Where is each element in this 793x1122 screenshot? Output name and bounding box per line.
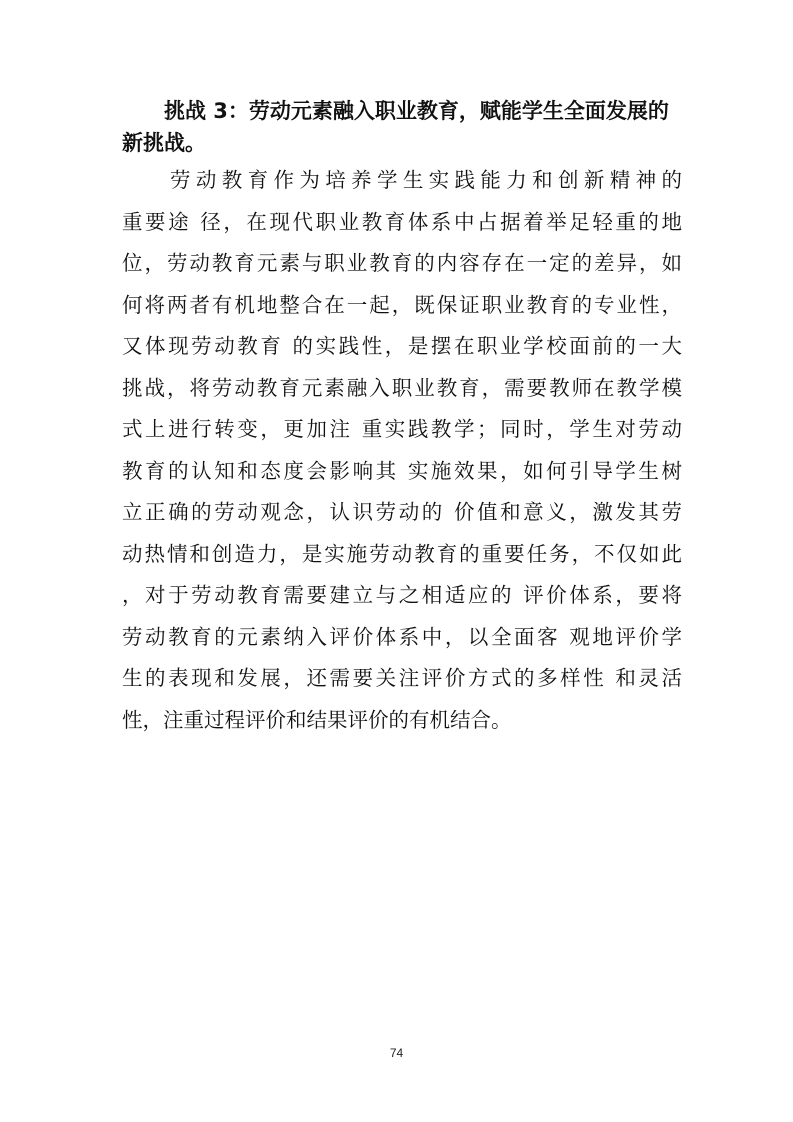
paragraph-line: 教育的认知和态度会影响其 实施效果，如何引导学生树 xyxy=(122,458,682,483)
page-number: 74 xyxy=(389,1046,404,1060)
paragraph-line: 何将两者有机地整合在一起，既保证职业教育的专业性， xyxy=(122,292,682,317)
paragraph-line: 式上进行转变，更加注 重实践教学；同时，学生对劳动 xyxy=(122,417,682,441)
paragraph-line: 生的表现和发展，还需要关注评价方式的多样性 和灵活 xyxy=(122,666,682,690)
paragraph-line: 劳动教育作为培养学生实践能力和创新精神的 xyxy=(170,168,682,192)
heading-line: 新挑战。 xyxy=(122,131,206,155)
paragraph-line: 位，劳动教育元素与职业教育的内容存在一定的差异，如 xyxy=(122,251,682,275)
paragraph-line: 立正确的劳动观念，认识劳动的 价值和意义，激发其劳 xyxy=(122,500,682,524)
body-paragraph xyxy=(122,160,682,741)
paragraph-line: 又体现劳动教育 的实践性，是摆在职业学校面前的一大 xyxy=(122,334,682,358)
paragraph-line: 挑战，将劳动教育元素融入职业教育，需要教师在教学模 xyxy=(122,375,682,400)
paragraph-line: 劳动教育的元素纳入评价体系中，以全面客 观地评价学 xyxy=(122,624,682,649)
paragraph-line: 性，注重过程评价和结果评价的有机结合。 xyxy=(122,707,512,732)
section-heading xyxy=(122,95,682,159)
paragraph-line: 动热情和创造力，是实施劳动教育的重要任务，不仅如此 xyxy=(122,541,682,566)
heading-line: 挑战 3：劳动元素融入职业教育，赋能学生全面发展的 xyxy=(164,99,669,123)
paragraph-line: 重要途 径，在现代职业教育体系中占据着举足轻重的地 xyxy=(122,209,682,234)
paragraph-line: ，对于劳动教育需要建立与之相适应的 评价体系，要将 xyxy=(122,583,682,607)
